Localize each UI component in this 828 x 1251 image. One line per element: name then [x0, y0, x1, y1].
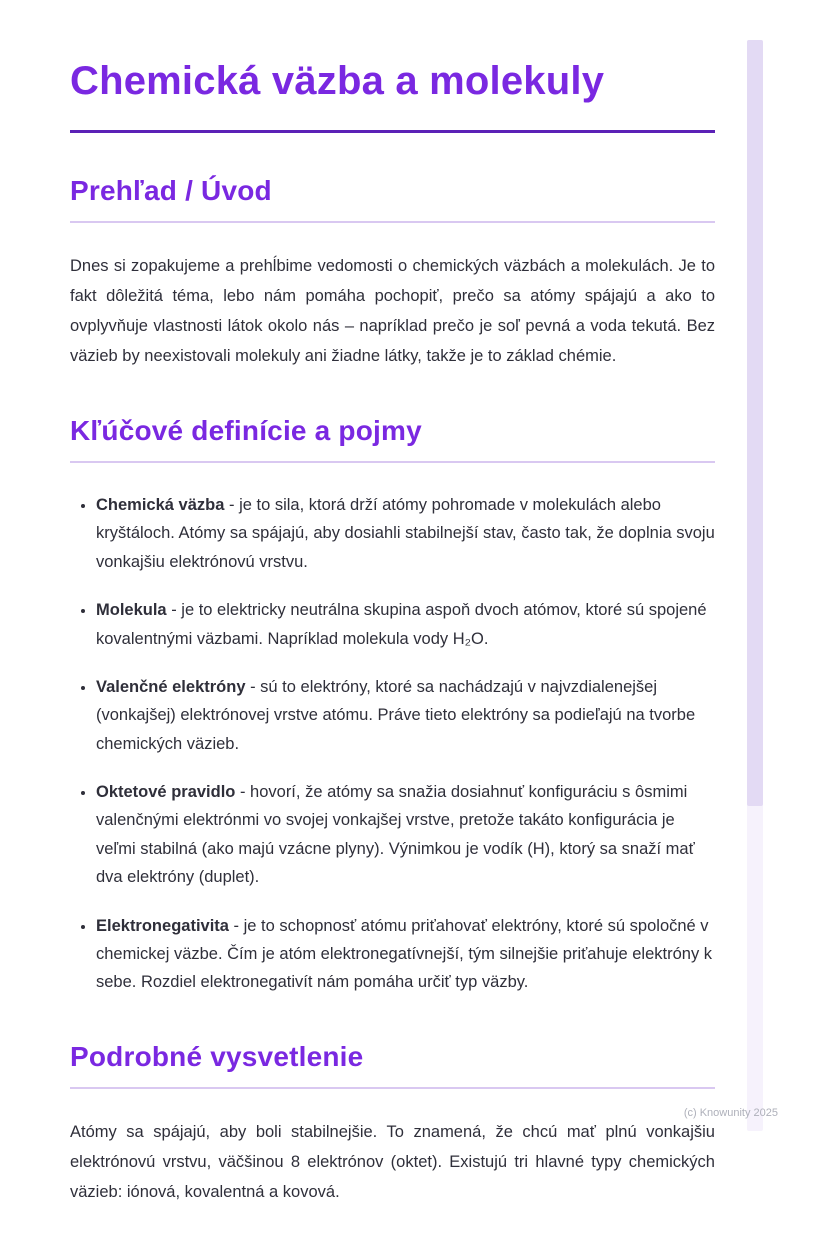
- list-item-molekula: [96, 596, 715, 653]
- section-intro: [70, 175, 715, 371]
- list-item-valencne-elektrony: [96, 673, 715, 758]
- section-definitions: [70, 415, 715, 997]
- definitions-list: [70, 491, 715, 997]
- document-content: [70, 58, 715, 1251]
- definition-term: Molekula: [96, 601, 167, 620]
- definition-text: - sú to elektróny, ktoré sa nachádzajú v najvzdialenejšej (vonkajšej) elektrónovej vrstve atómu. Práve tieto elektróny sa podieľajú na tvorbe chemických väzieb.: [96, 677, 696, 753]
- section-heading-definitions: Kľúčové definície a pojmy: [70, 415, 422, 447]
- list-item-chemicka-vazba: [96, 491, 715, 576]
- section-divider-explanation: [70, 1087, 715, 1089]
- list-item-oktetove-pravidlo: [96, 778, 715, 892]
- footer-credit: (c) Knowunity 2025: [683, 1107, 778, 1119]
- definition-term: Valenčné elektróny: [96, 677, 246, 696]
- list-item-elektronegativita: [96, 912, 715, 997]
- section-divider-definitions: [70, 461, 715, 463]
- definition-text: - hovorí, že atómy sa snažia dosiahnuť konfiguráciu s ôsmimi valenčnými elektrónmi vo svojej vonkajšej vrstve, pretože takáto konfigurácia je veľmi stabilná (ako majú vzácne plyny). Výnimkou je vodík (H), ktorý sa snaží mať dva elektróny (duplet).: [96, 783, 695, 887]
- section-heading-explanation: Podrobné vysvetlenie: [70, 1040, 364, 1072]
- definition-term: Oktetové pravidlo: [96, 783, 236, 802]
- scrollbar-track[interactable]: [747, 40, 763, 1131]
- definition-text: - je to schopnosť atómu priťahovať elektróny, ktoré sú spoločné v chemickej väzbe. Čím je atóm elektronegatívnejší, tým silnejšie priťahuje elektróny k sebe. Rozdiel elektronegativít nám pomáha určiť typ väzby.: [96, 916, 713, 992]
- definition-text: - je to sila, ktorá drží atómy pohromade v molekulách alebo kryštáloch. Atómy sa spájajú, aby dosiahli stabilnejší stav, často tak, že doplnia svoju vonkajšiu elektrónovú vrstvu.: [96, 496, 715, 571]
- explanation-paragraph: Atómy sa spájajú, aby boli stabilnejšie. To znamená, že chcú mať plnú vonkajšiu elektrónovú vrstvu, väčšinou 8 elektrónov (oktet). Existujú tri hlavné typy chemických väzieb: iónová, kovalentná a kovová.: [70, 1122, 715, 1201]
- section-heading-intro: Prehľad / Úvod: [70, 175, 272, 206]
- scrollbar-thumb[interactable]: [747, 40, 763, 806]
- title-divider: [70, 130, 715, 133]
- definition-term: Chemická väzba: [96, 496, 225, 515]
- intro-paragraph: Dnes si zopakujeme a prehĺbime vedomosti o chemických väzbách a molekulách. Je to fakt dôležitá téma, lebo nám pomáha pochopiť, prečo sa atómy spájajú a ako to ovplyvňuje vlastnosti látok okolo nás – napríklad prečo je soľ pevná a voda tekutá. Bez väzieb by neexistovali molekuly ani žiadne látky, takže je to základ chémie.: [70, 257, 715, 366]
- page-title: Chemická väzba a molekuly: [70, 59, 605, 103]
- definition-text: - je to elektricky neutrálna skupina aspoň dvoch atómov, ktoré sú spojené kovalentnými väzbami. Napríklad molekula vody H₂O.: [96, 601, 707, 648]
- section-explanation: [70, 1041, 715, 1207]
- definition-term: Elektronegativita: [96, 916, 229, 935]
- section-divider-intro: [70, 221, 715, 223]
